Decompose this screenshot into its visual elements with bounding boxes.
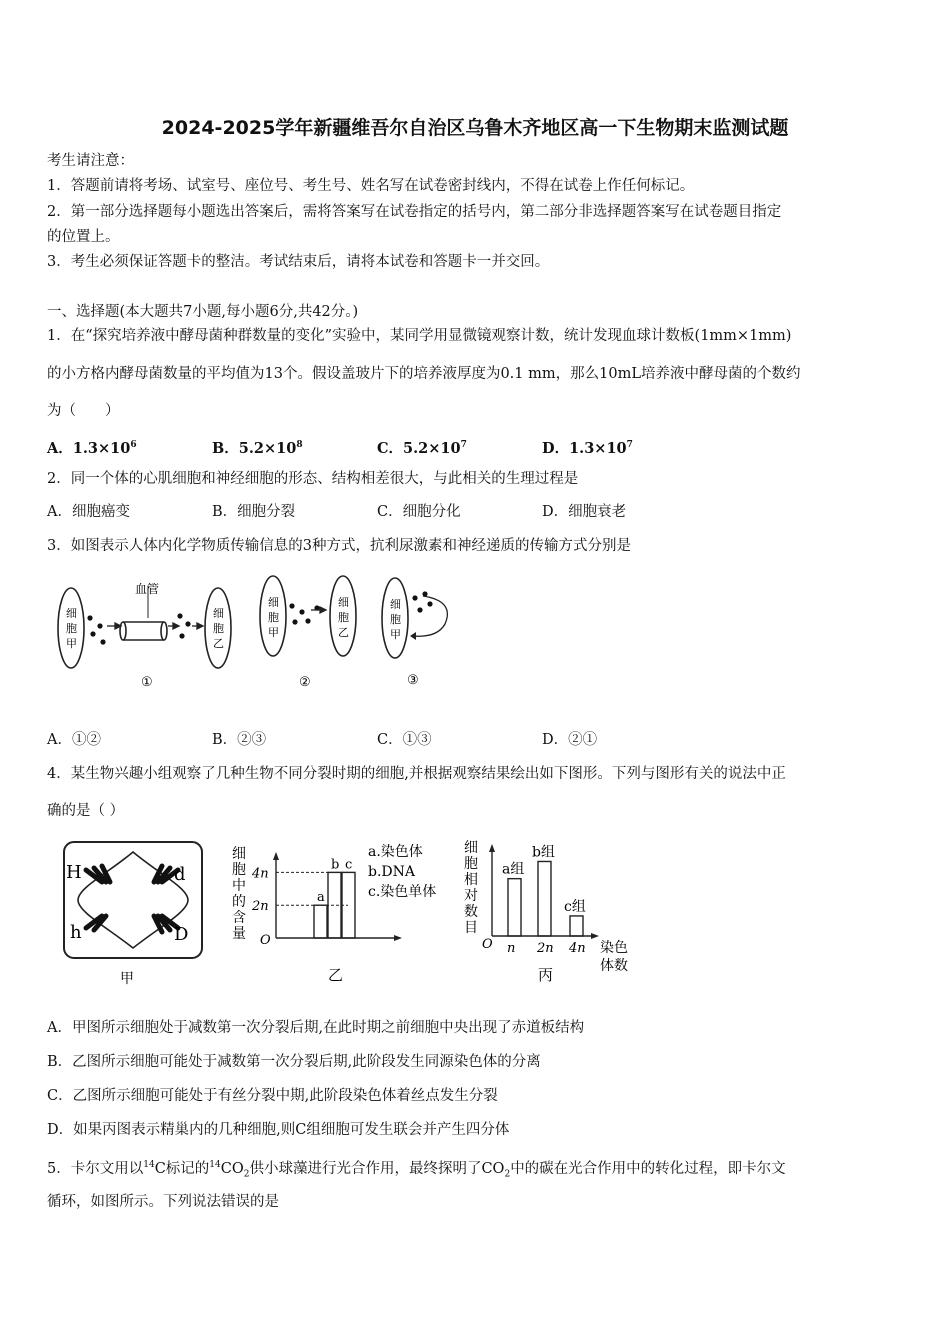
bing-bar-label: c组: [564, 898, 586, 915]
label-2: ②: [299, 675, 311, 690]
label-1: ①: [141, 675, 153, 690]
arrow-3-head: [410, 632, 416, 640]
bing-tick-label: n: [507, 941, 516, 956]
dots-2: [289, 603, 319, 624]
diagram-1: [58, 586, 231, 668]
q1-option-a[interactable]: [47, 435, 137, 459]
option-label: A．1.3×10: [47, 439, 131, 457]
yi-origin: O: [260, 933, 271, 948]
notice-item: 的位置上。: [47, 229, 120, 245]
q4-option-c[interactable]: C．乙图所示细胞可能处于有丝分裂中期,此阶段染色体着丝点发生分裂: [47, 1088, 498, 1104]
option-label: D．1.3×10: [542, 439, 627, 457]
bing-y-arrow: [489, 844, 495, 852]
yi-legend-a: a.染色体: [368, 844, 423, 860]
q2-option-d[interactable]: D．细胞衰老: [542, 504, 627, 520]
q3-stem: 3．如图表示人体内化学物质传输信息的3种方式，抗利尿激素和神经递质的传输方式分别是: [47, 538, 631, 554]
yi-legend-b: b.DNA: [368, 864, 415, 880]
q2-stem: 2．同一个体的心肌细胞和神经细胞的形态、结构相差很大，与此相关的生理过程是: [47, 471, 579, 487]
yi-bar-label: a: [317, 890, 325, 906]
q2-option-c[interactable]: C．细胞分化: [377, 504, 461, 520]
q1-stem-line: 为（ ）: [47, 403, 120, 419]
bing-bar-label: b组: [532, 844, 555, 861]
bing-xlabel-1: 染色: [600, 940, 628, 956]
yi-tick-label: 2n: [252, 899, 269, 915]
section-heading: 一、选择题(本大题共7小题,每小题6分,共42分。): [47, 304, 359, 320]
q4-option-b[interactable]: B．乙图所示细胞可能处于减数第一次分裂后期,此阶段发生同源染色体的分离: [47, 1054, 541, 1070]
vessel-label: 血管: [135, 582, 160, 596]
q5-sub: 2: [504, 1169, 511, 1180]
q3-option-d[interactable]: D．②①: [542, 732, 598, 748]
cell-a2-text: 细胞甲: [268, 596, 279, 639]
q3-option-c[interactable]: C．①③: [377, 732, 432, 748]
q1-stem-line: 的小方格内酵母菌数量的平均值为13个。假设盖玻片下的培养液厚度为0.1 mm，那么10mL培养液中酵母菌的个数约: [47, 366, 801, 382]
bing-x-arrow: [591, 933, 599, 939]
letter-d-lower: d: [174, 864, 186, 885]
option-exponent: 7: [626, 440, 633, 450]
notice-heading: 考生请注意：: [47, 153, 134, 169]
option-label: C．5.2×10: [377, 439, 461, 457]
bing-bar-label: a组: [502, 861, 525, 878]
q5-stem-line2: 循环，如图所示。下列说法错误的是: [47, 1194, 279, 1210]
q2-option-b[interactable]: B．细胞分裂: [212, 504, 296, 520]
notice-item: 2．第一部分选择题每小题选出答案后，需将答案写在试卷指定的括号内，第二部分非选择题答案写在试卷题目指定: [47, 204, 782, 220]
fig-bing-chart: [460, 838, 650, 988]
notice-item: 3．考生必须保证答题卡的整洁。考试结束后，请将本试卷和答题卡一并交回。: [47, 254, 550, 270]
option-exponent: 8: [296, 440, 303, 450]
option-exponent: 6: [130, 440, 137, 450]
yi-legend-c: c.染色单体: [368, 884, 437, 900]
yi-x-arrow: [394, 935, 402, 941]
fig-jia: [58, 838, 208, 988]
q5-text: 5．卡尔文用以: [47, 1160, 144, 1177]
bing-xlabel-2: 体数: [600, 958, 628, 974]
cell-b-text: 细胞乙: [213, 607, 224, 650]
q5-sup: 14: [143, 1160, 155, 1170]
letter-d-upper: D: [174, 924, 189, 945]
letter-h-upper: H: [66, 862, 82, 883]
option-exponent: 7: [460, 440, 467, 450]
bing-tick-label: 4n: [569, 941, 586, 956]
q3-signal-diagram: [45, 566, 465, 696]
bing-bar: [538, 861, 551, 936]
yi-tick-label: 4n: [252, 866, 269, 882]
yi-caption: 乙: [328, 966, 344, 984]
q5-text: 供小球藻进行光合作用，最终探明了CO: [249, 1160, 505, 1177]
fig-yi-chart: [228, 838, 458, 988]
q1-option-b[interactable]: [212, 435, 303, 459]
bing-origin: O: [482, 937, 493, 952]
caption-jia: 甲: [120, 971, 134, 987]
q5-sub: 2: [243, 1169, 250, 1180]
option-label: B．5.2×10: [212, 439, 297, 457]
label-3: ③: [407, 673, 419, 688]
yi-ylabel: 细胞中的含量: [232, 846, 246, 942]
q5-text: 中的碳在光合作用中的转化过程，即卡尔文: [510, 1160, 786, 1177]
yi-bar-label: b: [331, 857, 340, 873]
dots-3: [412, 591, 432, 612]
chromosomes: [86, 866, 178, 932]
q3-option-b[interactable]: B．②③: [212, 732, 267, 748]
yi-bar-label: c: [345, 857, 353, 873]
q2-option-a[interactable]: A．细胞癌变: [47, 504, 130, 520]
notice-item: 1．答题前请将考场、试室号、座位号、考生号、姓名写在试卷密封线内，不得在试卷上作任何标记。: [47, 178, 695, 194]
bing-ylabel: 细胞相对数目: [464, 840, 478, 936]
cell-a-text: 细胞甲: [66, 607, 77, 650]
page-title: 2024-2025学年新疆维吾尔自治区乌鲁木齐地区高一下生物期末监测试题: [161, 117, 789, 139]
q3-option-a[interactable]: A．①②: [47, 732, 101, 748]
q4-option-d[interactable]: D．如果丙图表示精巢内的几种细胞,则C组细胞可发生联会并产生四分体: [47, 1122, 510, 1138]
yi-y-arrow: [273, 852, 279, 860]
q5-sup: 14: [209, 1160, 221, 1170]
q1-stem-line: 1．在“探究培养液中酵母菌种群数量的变化”实验中，某同学用显微镜观察计数，统计发现血球计数板(1mm×1mm): [47, 328, 792, 344]
q5-text: C标记的: [154, 1160, 210, 1177]
letter-h-lower: h: [70, 922, 82, 943]
bing-bar: [508, 879, 521, 936]
cell-a3-text: 细胞甲: [390, 598, 401, 641]
q4-stem-line: 4．某生物兴趣小组观察了几种生物不同分裂时期的细胞,并根据观察结果绘出如下图形。下列与图形有关的说法中正: [47, 766, 786, 782]
cell-b2-text: 细胞乙: [338, 596, 349, 639]
q1-option-d[interactable]: [542, 435, 633, 459]
q4-option-a[interactable]: A．甲图所示细胞处于减数第一次分裂后期,在此时期之前细胞中央出现了赤道板结构: [47, 1020, 585, 1036]
bing-tick-label: 2n: [537, 941, 554, 956]
q5-stem-line1: [47, 1155, 786, 1185]
bing-bar: [570, 916, 583, 936]
q5-text: CO: [220, 1160, 244, 1177]
q4-stem-line: 确的是（ ）: [47, 803, 125, 819]
q1-option-c[interactable]: [377, 435, 467, 459]
yi-bar: [314, 905, 327, 938]
yi-bar: [328, 872, 341, 938]
bing-caption: 丙: [538, 966, 554, 984]
